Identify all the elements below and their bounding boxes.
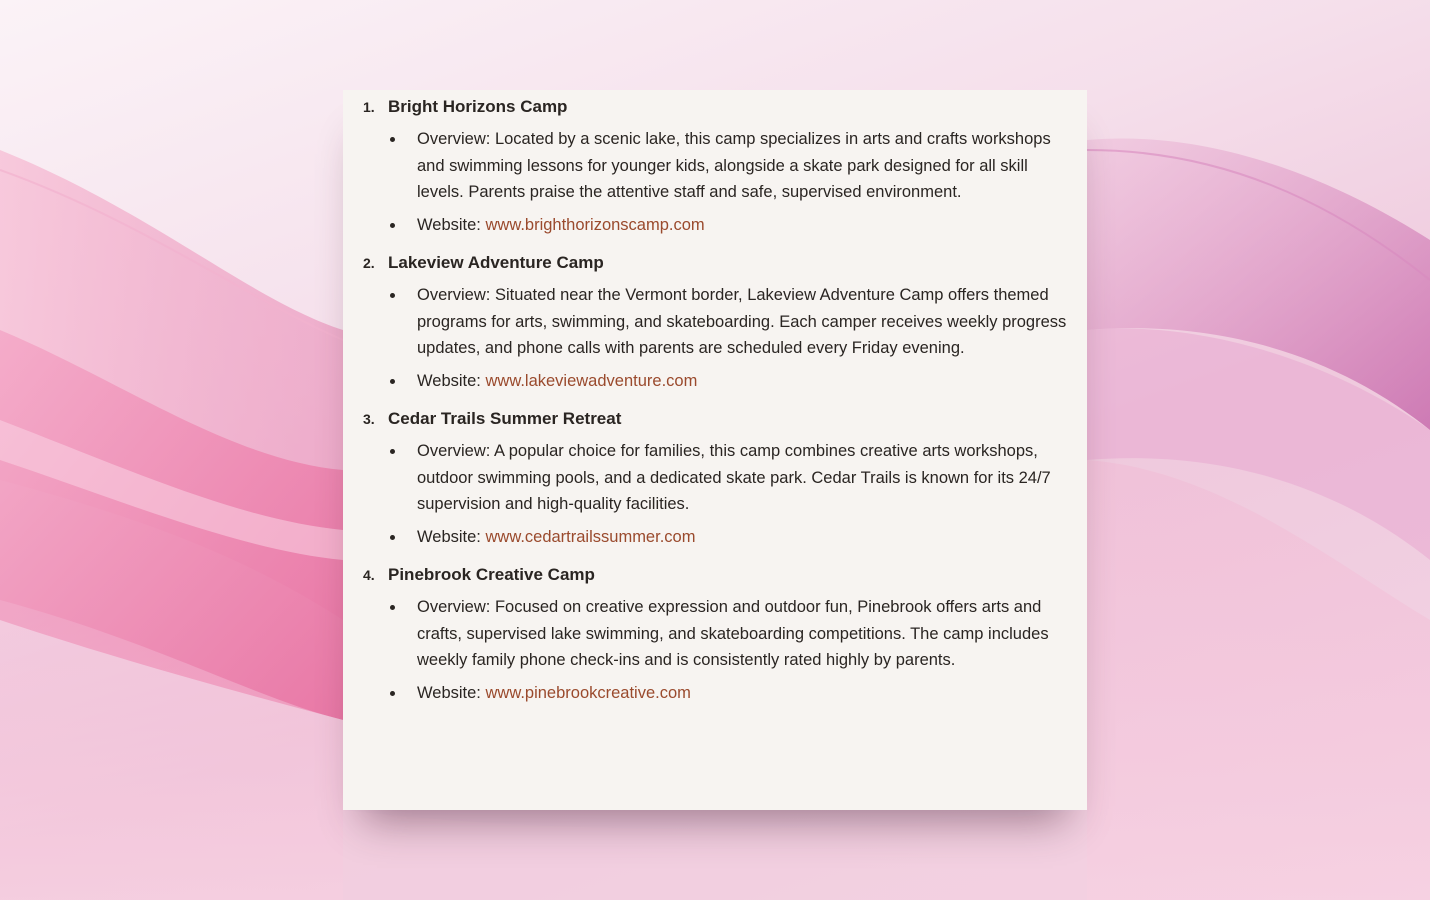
camp-overview [343,282,1087,362]
camp-item [343,406,1087,550]
overview-label: Overview: [417,598,491,616]
overview-text: Located by a scenic lake, this camp specializes in arts and crafts workshops and swimming lessons for younger kids, alongside a skate park designed for all skill levels. Parents praise the attentive staff and safe, supervised environment. [417,130,1051,201]
website-link[interactable]: www.lakeviewadventure.com [485,371,698,390]
overview-text: A popular choice for families, this camp combines creative arts workshops, outdoor swimming pools, and a dedicated skate park. Cedar Trails is known for its 24/7 supervision and high-quality facilities. [417,442,1051,513]
camp-name: Bright Horizons Camp [388,97,568,116]
website-link[interactable]: www.pinebrookcreative.com [485,683,691,702]
website-label: Website: [417,527,481,546]
camp-number: 1. [363,99,375,115]
website-label: Website: [417,215,481,234]
website-label: Website: [417,683,481,702]
camp-item [343,562,1087,706]
camp-overview [343,126,1087,206]
website-link[interactable]: www.brighthorizonscamp.com [485,215,705,234]
overview-text: Focused on creative expression and outdoor fun, Pinebrook offers arts and crafts, supervised lake swimming, and skateboarding competitions. The camp includes weekly family phone check-ins and is consistently rated highly by parents. [417,598,1049,669]
camp-website [343,524,1087,551]
overview-text: Situated near the Vermont border, Lakeview Adventure Camp offers themed programs for arts, swimming, and skateboarding. Each camper receives weekly progress updates, and phone calls with parents are scheduled every Friday evening. [417,286,1067,357]
camp-list-panel [343,90,1087,810]
camp-overview [343,438,1087,518]
camp-website [343,368,1087,395]
camp-heading [343,94,1087,120]
camp-heading [343,562,1087,588]
camp-name: Lakeview Adventure Camp [388,253,604,272]
camp-name: Cedar Trails Summer Retreat [388,409,622,428]
overview-label: Overview: [417,286,491,304]
camp-website [343,212,1087,239]
camp-overview [343,594,1087,674]
camp-number: 3. [363,411,375,427]
camp-website [343,680,1087,707]
camp-heading [343,250,1087,276]
overview-label: Overview: [417,442,491,460]
camp-number: 2. [363,255,375,271]
camp-heading [343,406,1087,432]
website-label: Website: [417,371,481,390]
camp-item [343,94,1087,238]
website-link[interactable]: www.cedartrailssummer.com [485,527,696,546]
camp-item [343,250,1087,394]
camp-number: 4. [363,567,375,583]
overview-label: Overview: [417,130,491,148]
camp-name: Pinebrook Creative Camp [388,565,595,584]
